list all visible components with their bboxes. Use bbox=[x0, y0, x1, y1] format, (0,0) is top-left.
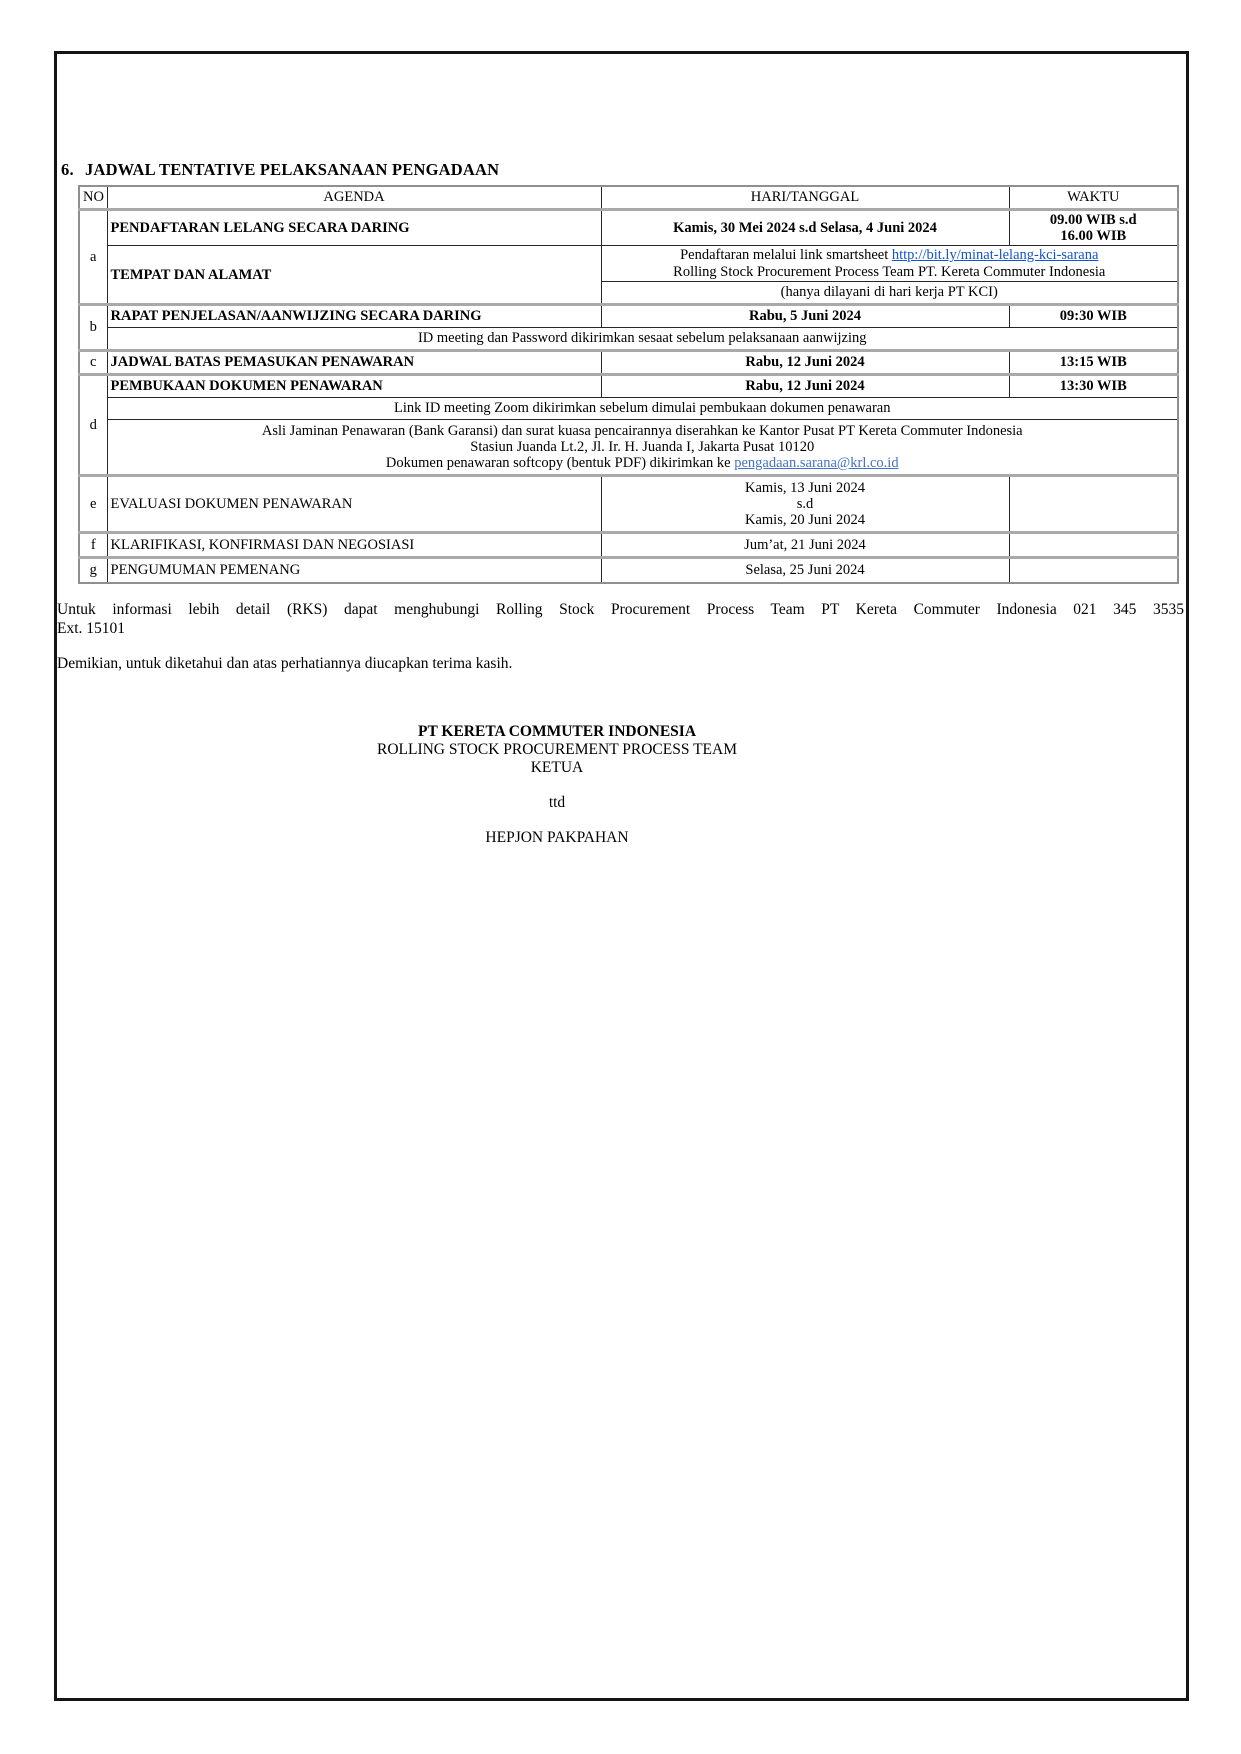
document-content bbox=[57, 54, 1184, 847]
signature-block bbox=[297, 723, 817, 847]
header-agenda: AGENDA bbox=[107, 186, 601, 210]
registration-link-line bbox=[649, 247, 1129, 263]
row-b-label: b bbox=[79, 304, 107, 350]
date-line-2: s.d bbox=[796, 495, 814, 512]
date-cell: Rabu, 5 Juni 2024 bbox=[601, 304, 1009, 327]
row-a-label: a bbox=[79, 210, 107, 305]
tempat-team-line: Rolling Stock Procurement Process Team PT. Kereta Commuter Indonesia bbox=[673, 263, 1106, 280]
time-line-1: 09.00 WIB s.d bbox=[1049, 212, 1137, 228]
row-c-label: c bbox=[79, 350, 107, 374]
date-line-1: Kamis, 13 Juni 2024 bbox=[744, 479, 866, 496]
date-cell bbox=[601, 475, 1009, 532]
agenda-cell: KLARIFIKASI, KONFIRMASI DAN NEGOSIASI bbox=[107, 532, 601, 557]
header-hari-tanggal: HARI/TANGGAL bbox=[601, 186, 1009, 210]
guarantee-note-cell bbox=[107, 419, 1178, 475]
info-line-2: Ext. 15101 bbox=[57, 619, 126, 637]
signature-ttd: ttd bbox=[548, 793, 566, 811]
softcopy-text: Dokumen penawaran softcopy (bentuk PDF) dikirimkan ke bbox=[385, 455, 731, 472]
signature-name: HEPJON PAKPAHAN bbox=[485, 828, 629, 846]
info-paragraph bbox=[57, 600, 1184, 638]
row-g bbox=[79, 557, 1178, 583]
schedule-table bbox=[78, 185, 1179, 584]
row-f bbox=[79, 532, 1178, 557]
date-cell: Kamis, 30 Mei 2024 s.d Selasa, 4 Juni 2024 bbox=[601, 210, 1009, 246]
row-d-main bbox=[79, 374, 1178, 397]
email-link[interactable]: pengadaan.sarana@krl.co.id bbox=[734, 455, 899, 472]
date-cell: Rabu, 12 Juni 2024 bbox=[601, 350, 1009, 374]
softcopy-line bbox=[111, 455, 1175, 471]
working-days-note: (hanya dilayani di hari kerja PT KCI) bbox=[601, 281, 1178, 304]
date-line-3: Kamis, 20 Juni 2024 bbox=[744, 512, 866, 529]
header-waktu: WAKTU bbox=[1009, 186, 1178, 210]
agenda-cell: RAPAT PENJELASAN/AANWIJZING SECARA DARING bbox=[107, 304, 601, 327]
time-cell bbox=[1009, 532, 1178, 557]
registration-link-text: Pendaftaran melalui link smartsheet bbox=[680, 247, 889, 264]
date-cell: Selasa, 25 Juni 2024 bbox=[601, 557, 1009, 583]
time-cell: 13:15 WIB bbox=[1009, 350, 1178, 374]
signature-role: KETUA bbox=[530, 758, 584, 776]
date-cell: Rabu, 12 Juni 2024 bbox=[601, 374, 1009, 397]
agenda-cell: TEMPAT DAN ALAMAT bbox=[107, 246, 601, 304]
row-a-pendaftaran bbox=[79, 210, 1178, 246]
smartsheet-link[interactable]: http://bit.ly/minat-lelang-kci-sarana bbox=[891, 247, 1099, 264]
agenda-cell: PENGUMUMAN PEMENANG bbox=[107, 557, 601, 583]
row-e bbox=[79, 475, 1178, 532]
row-d-label: d bbox=[79, 374, 107, 475]
closing-paragraph: Demikian, untuk diketahui dan atas perhatiannya diucapkan terima kasih. bbox=[57, 654, 513, 672]
date-cell: Jum’at, 21 Juni 2024 bbox=[601, 532, 1009, 557]
meeting-id-note: ID meeting dan Password dikirimkan sesaat sebelum pelaksanaan aanwijzing bbox=[107, 327, 1178, 350]
zoom-link-note: Link ID meeting Zoom dikirimkan sebelum dimulai pembukaan dokumen penawaran bbox=[107, 397, 1178, 419]
section-number: 6. bbox=[61, 160, 74, 179]
signature-team: ROLLING STOCK PROCUREMENT PROCESS TEAM bbox=[376, 740, 737, 758]
guarantee-line-1: Asli Jaminan Penawaran (Bank Garansi) dan surat kuasa pencairannya diserahkan ke Kantor Pusat PT Kereta Commuter Indonesia bbox=[261, 422, 1023, 439]
section-title: JADWAL TENTATIVE PELAKSANAAN PENGADAAN bbox=[85, 160, 500, 179]
row-d-note2 bbox=[79, 419, 1178, 475]
info-line-1: Untuk informasi lebih detail (RKS) dapat menghubungi Rolling Stock Procurement Process Team PT Kereta Commuter Indonesia 021 345 3535 bbox=[57, 600, 1184, 618]
row-e-label: e bbox=[79, 475, 107, 532]
guarantee-line-2: Stasiun Juanda Lt.2, Jl. Ir. H. Juanda I, Jakarta Pusat 10120 bbox=[470, 438, 815, 455]
time-cell: 09:30 WIB bbox=[1009, 304, 1178, 327]
agenda-cell: EVALUASI DOKUMEN PENAWARAN bbox=[107, 475, 601, 532]
row-b-note bbox=[79, 327, 1178, 350]
row-c bbox=[79, 350, 1178, 374]
time-line-2: 16.00 WIB bbox=[1060, 228, 1127, 245]
agenda-cell: PENDAFTARAN LELANG SECARA DARING bbox=[107, 210, 601, 246]
time-cell: 13:30 WIB bbox=[1009, 374, 1178, 397]
table-header-row bbox=[79, 186, 1178, 210]
row-g-label: g bbox=[79, 557, 107, 583]
time-cell bbox=[1009, 475, 1178, 532]
header-no: NO bbox=[79, 186, 107, 210]
agenda-cell: PEMBUKAAN DOKUMEN PENAWARAN bbox=[107, 374, 601, 397]
time-cell bbox=[1009, 557, 1178, 583]
signature-company: PT KERETA COMMUTER INDONESIA bbox=[417, 722, 697, 740]
row-a-tempat bbox=[79, 246, 1178, 281]
section-heading bbox=[57, 160, 1184, 180]
time-cell bbox=[1009, 210, 1178, 246]
row-b-main bbox=[79, 304, 1178, 327]
tempat-detail-cell bbox=[601, 246, 1178, 281]
agenda-cell: JADWAL BATAS PEMASUKAN PENAWARAN bbox=[107, 350, 601, 374]
row-d-note1 bbox=[79, 397, 1178, 419]
row-f-label: f bbox=[79, 532, 107, 557]
